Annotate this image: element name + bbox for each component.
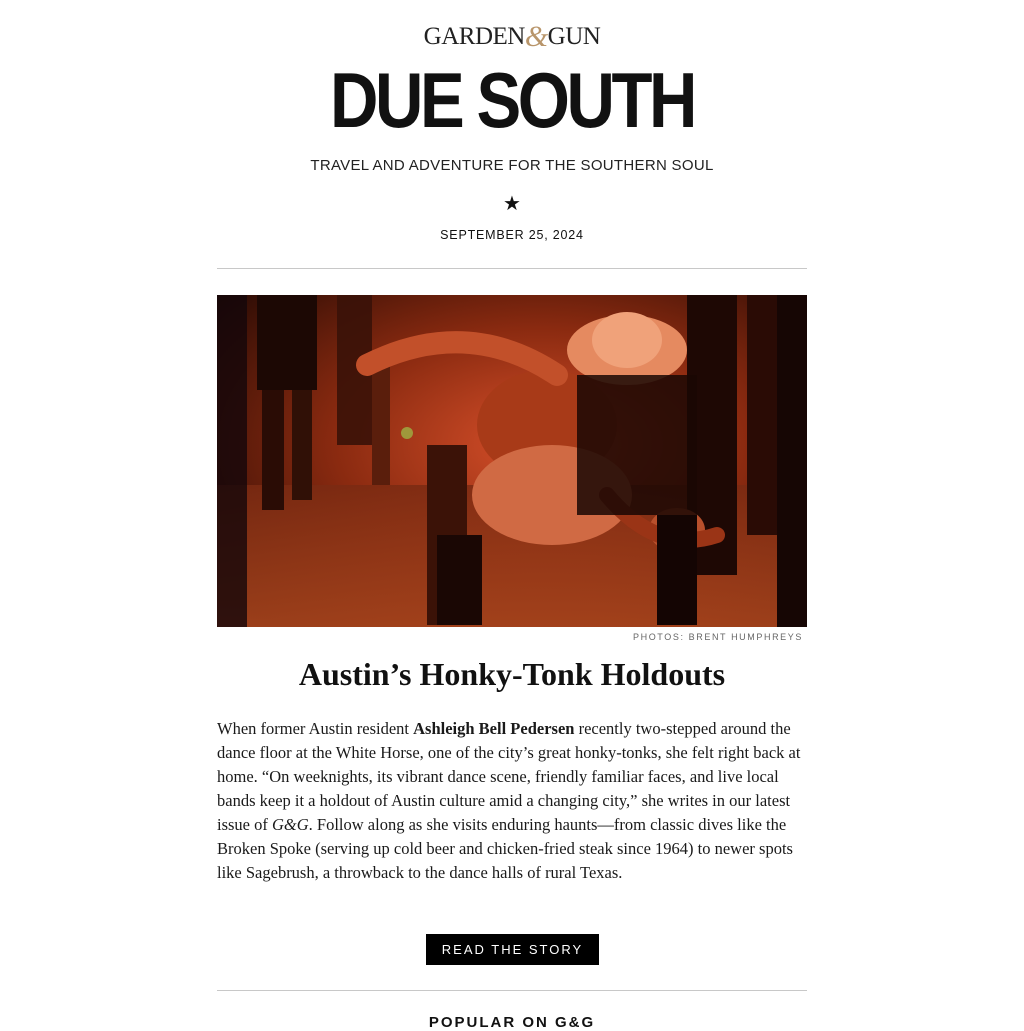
brand-logo[interactable] — [217, 18, 807, 52]
divider — [217, 268, 807, 269]
read-the-story-button[interactable]: READ THE STORY — [426, 934, 599, 965]
author-name: Ashleigh Bell Pedersen — [413, 719, 575, 738]
summary-text-3: . Follow along as she visits enduring haunts—from classic dives like the Broken Spoke (serving up cold beer and chicken-fried steak since 1964) to newer spots like Sagebrush, a throwback to the dance halls of rural Texas. — [217, 815, 793, 882]
article-summary — [217, 717, 809, 885]
divider — [217, 990, 807, 991]
photo-credit: PHOTOS: BRENT HUMPHREYS — [633, 632, 803, 642]
hero-image[interactable] — [217, 295, 807, 627]
summary-text-1: When former Austin resident — [217, 719, 414, 738]
issue-date: SEPTEMBER 25, 2024 — [440, 228, 584, 242]
magazine-name: G&G — [272, 815, 309, 834]
star-icon: ★ — [503, 191, 521, 215]
tagline: TRAVEL AND ADVENTURE FOR THE SOUTHERN SOUL — [310, 157, 714, 174]
masthead-title: DUE SOUTH — [329, 56, 695, 144]
brand-word-garden: GARDEN — [423, 23, 525, 50]
brand-ampersand: & — [524, 20, 548, 53]
article-title[interactable]: Austin’s Honky-Tonk Holdouts — [298, 656, 726, 692]
summary-text-2: recently two-stepped around the dance floor at the White Horse, one of the city’s great honky-tonks, she felt right back at home. “On weeknights, its vibrant dance scene, friendly familiar faces, and live local bands keep it a holdout of Austin culture amid a changing city,” she writes in our latest issue of — [217, 719, 801, 834]
brand-word-gun: GUN — [547, 23, 601, 50]
section-heading-popular: POPULAR ON G&G — [428, 1014, 596, 1031]
hero-photo-illustration — [217, 295, 807, 627]
